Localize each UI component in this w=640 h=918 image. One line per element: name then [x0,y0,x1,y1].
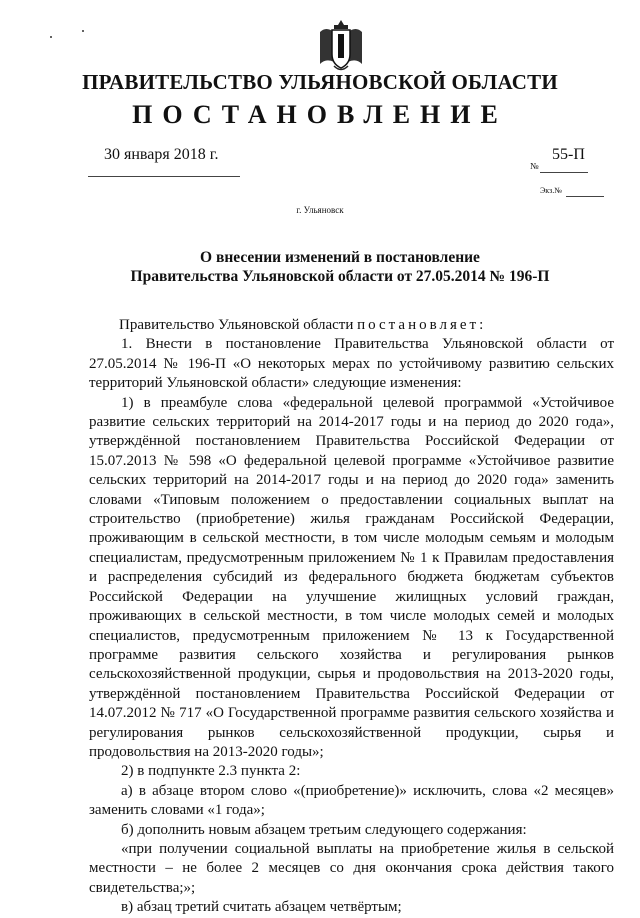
paragraph: а) в абзаце втором слово «(приобретение)» исключить, слова «2 месяцев» заменить словами «1 года»; [89,782,614,819]
document-body [89,316,614,918]
paragraph: 1. Внести в постановление Правительства Ульяновской области от 27.05.2014 № 196-П «О некоторых мерах по устойчивому развитию сельских территорий Ульяновской области» следующие изменения: [89,336,614,392]
paragraph: «при получении социальной выплаты на приобретение жилья в сельской местности – не более 2 месяцев со дня окончания срока действия такого свидетельства;»; [89,840,614,896]
city: г. Ульяновск [296,205,344,215]
scan-speck [50,36,52,38]
number-underline [540,172,588,173]
subject-line-1: О внесении изменений в постановление [200,249,480,266]
scan-speck [82,30,84,32]
document-subject [120,248,560,286]
number-sign: № [530,161,539,171]
organization-name: ПРАВИТЕЛЬСТВО УЛЬЯНОВСКОЙ ОБЛАСТИ [82,70,558,94]
paragraph: в) абзац третий считать абзацем четвёртым; [121,899,402,916]
document-date: 30 января 2018 г. [104,146,219,163]
subject-line-2: Правительства Ульяновской области от 27.05.2014 № 196-П [130,268,550,285]
preamble-verb: постановляет: [357,317,487,333]
document-number: 55-П [552,146,585,163]
paragraph: 2) в подпункте 2.3 пункта 2: [121,763,301,780]
preamble [89,316,614,335]
paragraph: б) дополнить новым абзацем третьим следующего содержания: [121,821,527,838]
copy-underline [566,196,604,197]
preamble-lead: Правительство Ульяновской области [119,317,354,333]
copy-label: Экз.№ [540,186,562,195]
date-underline [88,176,240,177]
document-type: ПОСТАНОВЛЕНИЕ [132,100,508,129]
paragraph: 1) в преамбуле слова «федеральной целевой программой «Устойчивое развитие сельских территорий на 2014-2017 годы и на период до 2020 года», утверждённой постановлением Правительства Российской Федерации от 15.07.2013 № 598 «О федеральной целевой программе «Устойчивое развитие сельских территорий на 2014-2017 годы и на период до 2020 года» заменить словами «Типовым положением о предоставлении социальных выплат на строительство (приобретение) жилья гражданам Российской Федерации, проживающим в сельской местности, в том числе молодым семьям и молодым специалистам, предусмотренным приложением № 1 к Правилам предоставления и распределения субсидий из федерального бюджета бюджетам субъектов Российской Федерации на улучшение жилищных условий граждан, проживающих в сельской местности, в том числе молодых семей и молодых специалистов, предусмотренным приложением № 13 к Государственной программе развития сельского хозяйства и регулирования рынков сельскохозяйственной продукции, сырья и продовольствия на 2013-2020 годы, утверждённой постановлением Правительства Российской Федерации от 14.07.2012 № 717 «О Государственной программе развития сельского хозяйства и регулирования рынков сельскохозяйственной продукции, сырья и продовольствия на 2013-2020 годы»; [89,394,614,760]
coat-of-arms-icon [316,18,366,74]
